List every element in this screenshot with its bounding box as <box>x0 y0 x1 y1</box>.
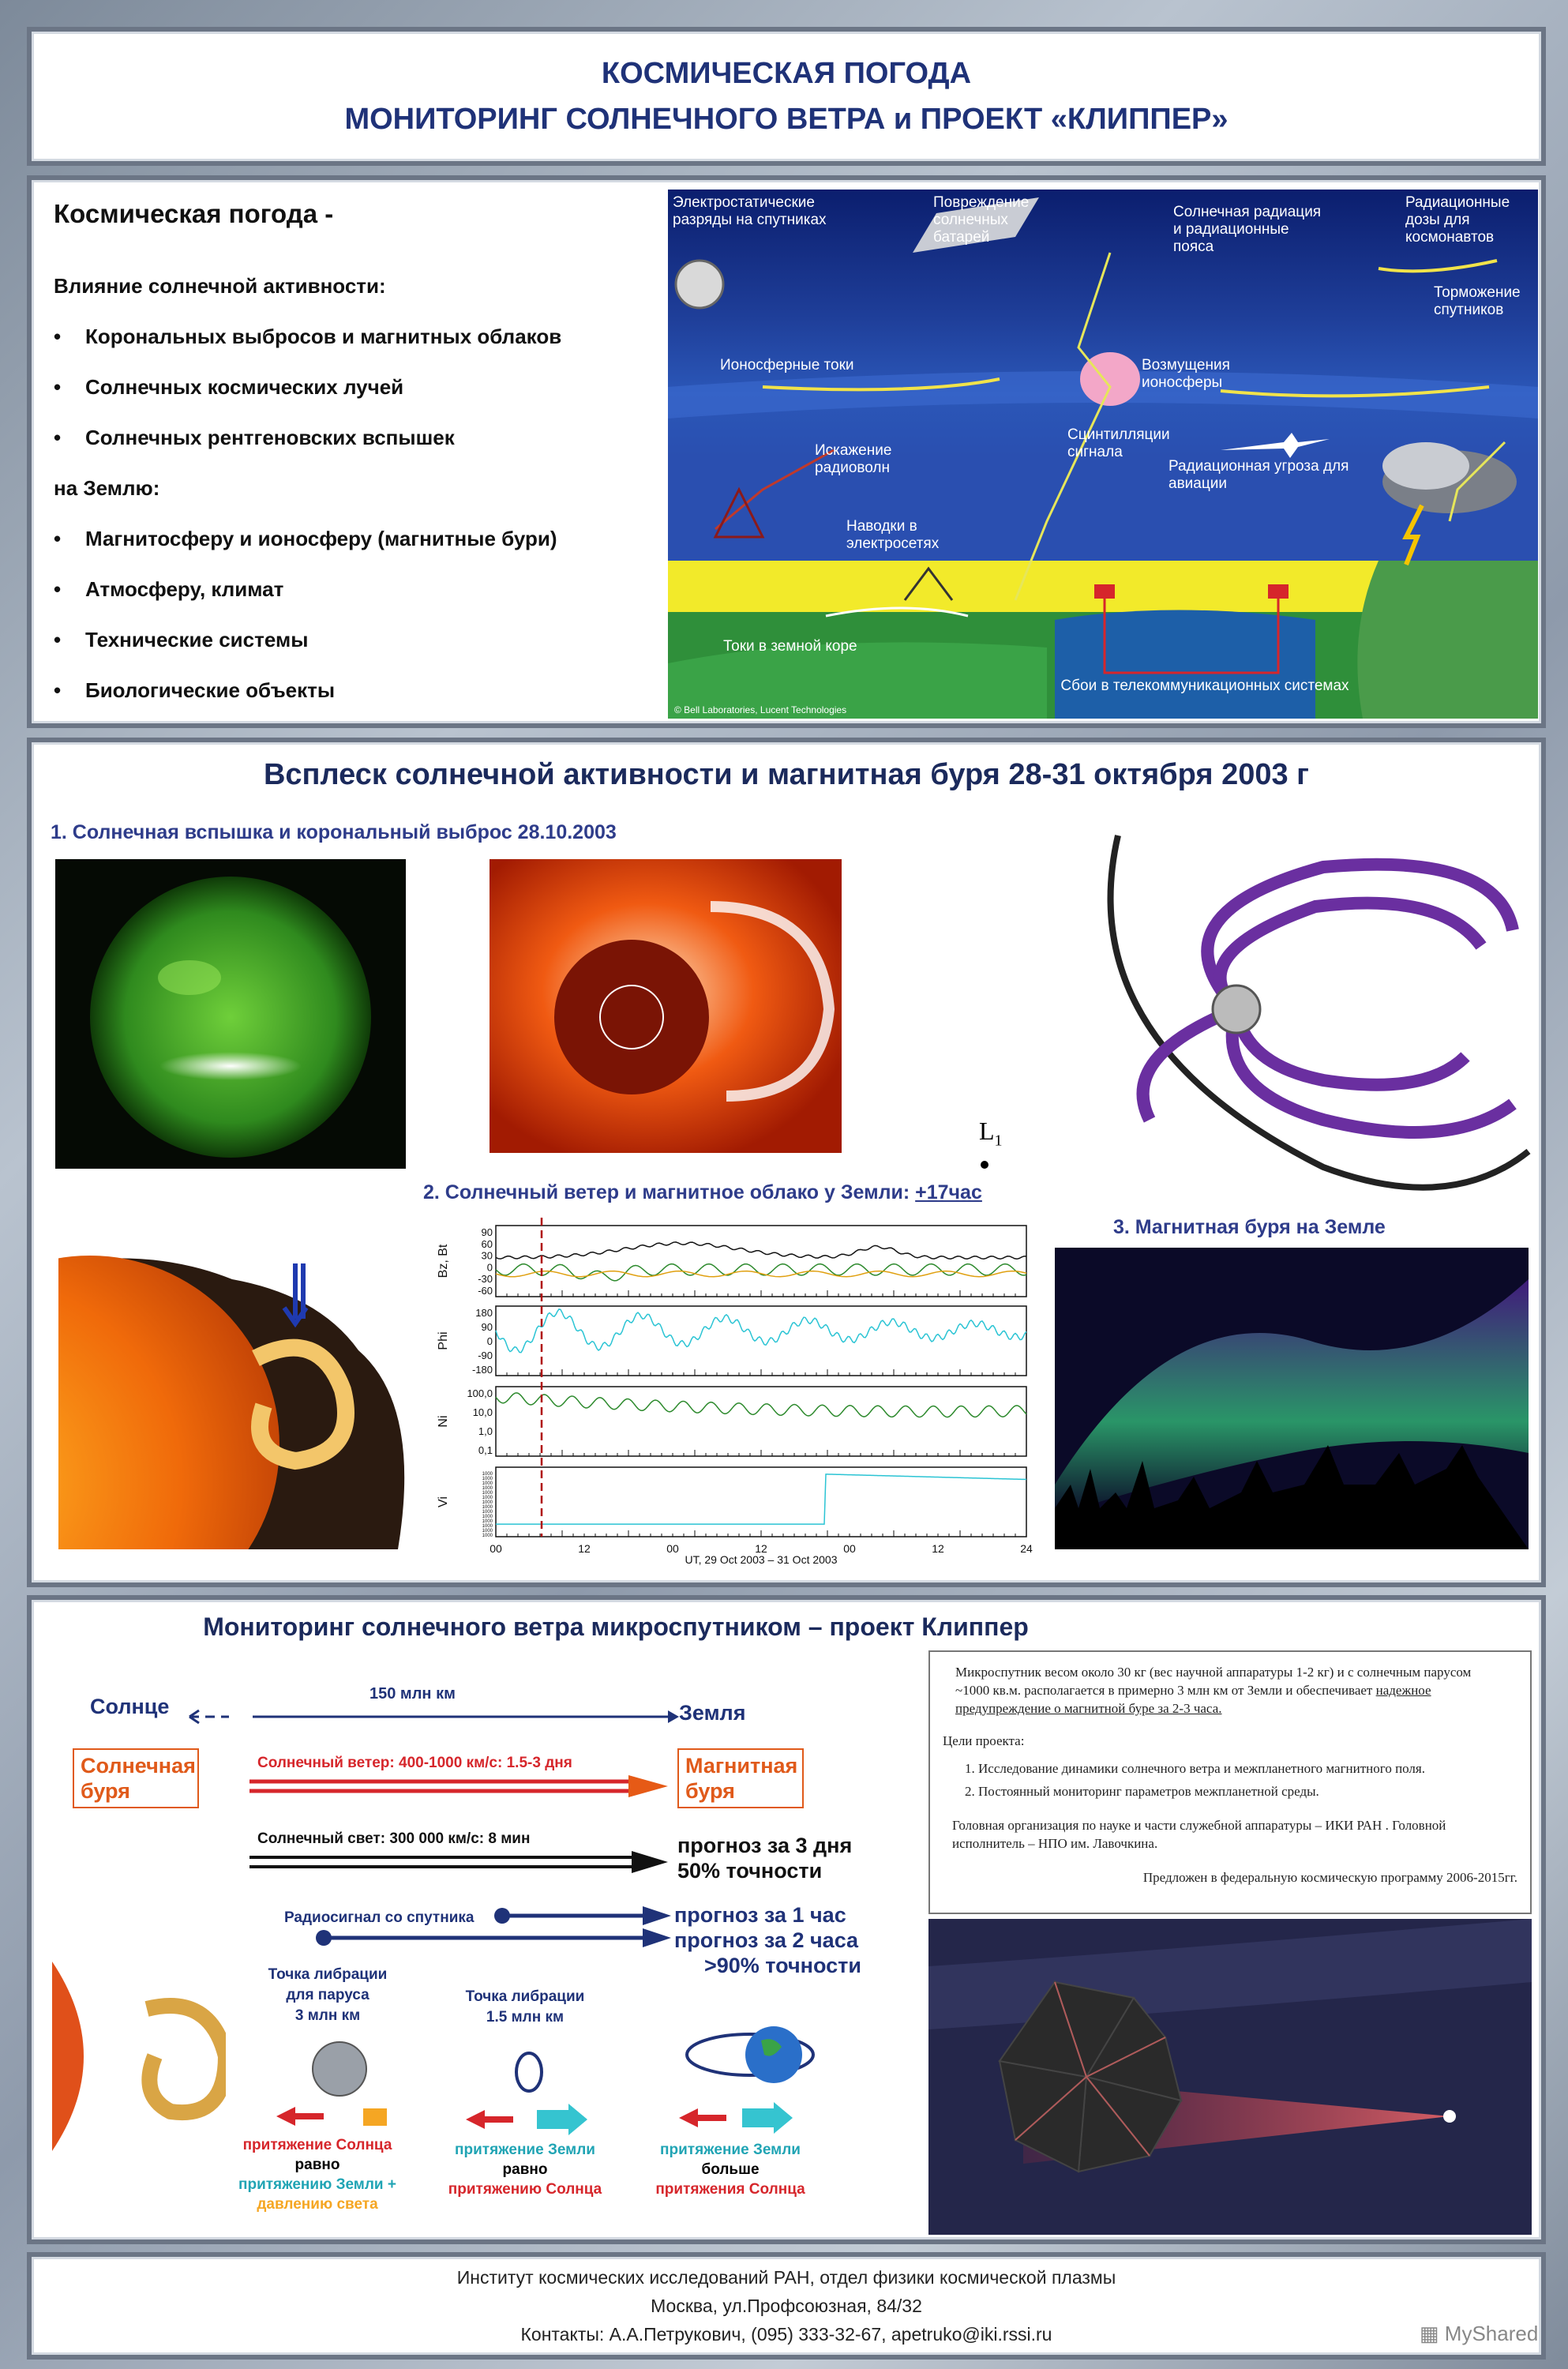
definition-title: Космическая погода - <box>54 199 334 228</box>
lib2-line: 1.5 млн км <box>486 2009 565 2025</box>
goal-item: 1. Исследование динамики солнечного ветра и межпланетного магнитного поля. <box>965 1761 1425 1776</box>
plot-y-tick: 0 <box>486 1261 493 1274</box>
force-line: притяжению Солнца <box>448 2181 602 2198</box>
monitoring-panel <box>27 1595 1546 2244</box>
diagram-label: Повреждение солнечных батарей <box>933 194 1030 246</box>
storm-panel <box>27 738 1546 1587</box>
forces-sail <box>207 2135 428 2214</box>
plot-panel-frame <box>496 1306 1026 1376</box>
plot-y-tick: 60 <box>481 1237 493 1250</box>
forces-earth <box>632 2140 829 2199</box>
plot-y-tick-vi: 1000 <box>482 1519 493 1524</box>
magnetic-storm-box: Магнитная буря <box>677 1748 804 1808</box>
plot-y-tick: 180 <box>475 1307 493 1319</box>
plot-x-label: UT, 29 Oct 2003 – 31 Oct 2003 <box>685 1553 838 1565</box>
project-desc-warning: надежное предупреждение о магнитной буре за 2-3 часа. <box>955 1683 1431 1716</box>
l1-label <box>979 1117 1003 1150</box>
monitoring-title: Мониторинг солнечного ветра микроспутником – проект Клиппер <box>203 1612 1029 1641</box>
plot-y-tick-vi: 1000 <box>482 1472 493 1477</box>
sail-satellite-icon <box>268 2037 403 2132</box>
footer-panel <box>27 2252 1546 2360</box>
l1-subscript: 1 <box>994 1132 1003 1150</box>
force-line: притяжению Земли + <box>238 2176 396 2193</box>
plot-y-tick-vi: 1000 <box>482 1477 493 1481</box>
flare-subtitle: 1. Солнечная вспышка и корональный выброс 28.10.2003 <box>51 821 617 843</box>
plot-y-tick: -60 <box>478 1285 493 1297</box>
source-item: • Корональных выбросов и магнитных облаков <box>54 311 670 362</box>
wind-subtitle-text: 2. Солнечный ветер и магнитное облако у Земли: <box>423 1181 910 1203</box>
plot-y-tick: 100,0 <box>467 1387 493 1399</box>
distance-arrow <box>182 1707 687 1726</box>
definition-intro: Влияние солнечной активности: <box>54 273 386 298</box>
l1-letter: L <box>979 1117 995 1145</box>
cme-sun-image <box>58 1248 422 1549</box>
plot-x-tick: 12 <box>755 1542 767 1555</box>
goals-title: Цели проекта: <box>943 1733 1025 1748</box>
effect-item: • Биологические объекты <box>54 665 670 715</box>
force-line: притяжение Земли <box>455 2142 595 2158</box>
proposed-note: Предложен в федеральную космическую программу 2006-2015гг. <box>1142 1870 1517 1885</box>
sun-flare-image <box>55 859 406 1169</box>
lib2-line: Точка либрации <box>465 1988 585 2005</box>
light-arrow <box>249 1851 676 1875</box>
project-info-box <box>928 1650 1532 1914</box>
plot-y-tick-vi: 1000 <box>482 1515 493 1519</box>
diagram-label: Сбои в телекоммуникационных системах <box>1060 678 1349 694</box>
forecast-1hour: прогноз за 1 час <box>674 1903 846 1927</box>
force-line: равно <box>294 2157 340 2173</box>
plot-y-tick: -30 <box>478 1273 493 1286</box>
aurora-image <box>1055 1248 1529 1549</box>
plot-panel-label: Phi <box>437 1331 450 1350</box>
effect-item: • Атмосферу, климат <box>54 564 670 614</box>
definition-text <box>54 199 670 715</box>
diagram-credit: © Bell Laboratories, Lucent Technologies <box>674 704 847 715</box>
diagram-label: Солнечная радиация и радиационные пояса <box>1173 204 1322 255</box>
plot-y-tick-vi: 1000 <box>482 1496 493 1500</box>
title-line-2: МОНИТОРИНГ СОЛНЕЧНОГО ВЕТРА и ПРОЕКТ «КЛИППЕР» <box>344 103 1229 136</box>
solar-sail-image <box>928 1919 1532 2235</box>
project-desc-text: Микроспутник весом около 30 кг (вес научной аппаратуры 1-2 кг) и с солнечным парусом ~1000 кв.м. располагается в примерно 3 млн км от Земли и обеспечивает <box>955 1665 1472 1698</box>
plot-y-tick: 1,0 <box>478 1425 493 1437</box>
earth-label: Земля <box>679 1701 746 1725</box>
light-label: Солнечный свет: 300 000 км/с: 8 мин <box>257 1830 531 1847</box>
lib1-line: 3 млн км <box>294 2007 361 2024</box>
plot-y-tick-vi: 1000 <box>482 1510 493 1515</box>
plot-y-tick-vi: 1000 <box>482 1491 493 1496</box>
distance-label: 150 млн км <box>369 1685 456 1703</box>
diagram-label: Токи в земной коре <box>723 638 857 655</box>
plot-vi-trace <box>496 1474 1026 1524</box>
plot-y-tick: 0,1 <box>478 1444 493 1456</box>
plot-y-tick-vi: 1000 <box>482 1505 493 1510</box>
force-line: больше <box>701 2161 760 2178</box>
plot-y-tick: 90 <box>481 1321 493 1333</box>
forecast-3days-accuracy: 50% точности <box>677 1859 823 1883</box>
plot-y-tick-vi: 1000 <box>482 1500 493 1505</box>
diagram-label: Сцинтилляции сигнала <box>1067 426 1170 460</box>
plot-y-tick: -180 <box>471 1364 493 1376</box>
plot-panel-frame <box>496 1226 1026 1297</box>
effect-item: • Технические системы <box>54 614 670 665</box>
plot-y-tick: 0 <box>486 1335 493 1347</box>
solar-wind-plot-svg <box>426 1218 1058 1565</box>
l1-point <box>981 1161 988 1169</box>
footer-address: Москва, ул.Профсоюзная, 84/32 <box>651 2296 922 2316</box>
sun-label: Солнце <box>90 1695 170 1718</box>
diagram-label: Наводки в электросетях <box>846 518 940 552</box>
plot-y-tick: 10,0 <box>472 1406 493 1418</box>
libration-l1-label <box>426 1987 624 2028</box>
diagram-label: Радиационные дозы для космонавтов <box>1405 194 1510 246</box>
plot-x-tick: 12 <box>578 1542 591 1555</box>
storm-title: Всплеск солнечной активности и магнитная буря 28-31 октября 2003 г <box>263 758 1309 791</box>
plot-panel-label: Vi <box>437 1496 450 1507</box>
solar-storm-box: Солнечная буря <box>73 1748 199 1808</box>
radio-label: Радиосигнал со спутника <box>284 1909 475 1926</box>
plot-y-tick-vi: 1000 <box>482 1534 493 1538</box>
diagram-label: Искажение радиоволн <box>815 442 892 476</box>
footer-contacts: Контакты: А.А.Петрукович, (095) 333-32-67, apetruko@iki.rssi.ru <box>520 2324 1052 2345</box>
storm-earth-subtitle: 3. Магнитная буря на Земле <box>1113 1216 1386 1238</box>
diagram-label: Электростатические разряды на спутниках <box>673 194 827 228</box>
l1-satellite-icon <box>458 2040 592 2135</box>
diagram-label: Возмущения ионосферы <box>1142 357 1230 391</box>
definition-target: на Землю: <box>54 475 160 500</box>
plot-panel-label: Bz, Bt <box>437 1244 450 1278</box>
radio-arrows <box>300 1903 679 1947</box>
coronagraph-image <box>490 859 842 1153</box>
wind-arrow <box>249 1775 676 1799</box>
plot-x-tick: 00 <box>843 1542 856 1555</box>
force-line: равно <box>502 2161 548 2178</box>
diagram-label: Радиационная угроза для авиации <box>1168 458 1349 492</box>
plot-y-tick: 90 <box>481 1226 493 1238</box>
source-item: • Солнечных рентгеновских вспышек <box>54 412 670 463</box>
watermark-text: MyShared <box>1444 2322 1539 2345</box>
force-line: давлению света <box>257 2196 378 2213</box>
plot-y-tick-vi: 1000 <box>482 1486 493 1491</box>
magnetosphere-image <box>1086 820 1544 1199</box>
forecast-accuracy: >90% точности <box>704 1954 861 1977</box>
space-weather-diagram <box>668 190 1538 719</box>
goal-item: 2. Постоянный мониторинг параметров межпланетной среды. <box>965 1784 1319 1799</box>
plot-bz-trace <box>496 1264 1026 1281</box>
libration-sail-label <box>229 1965 426 2026</box>
plot-x-tick: 00 <box>666 1542 679 1555</box>
plot-x-tick: 12 <box>932 1542 944 1555</box>
plot-y-tick-vi: 1000 <box>482 1481 493 1486</box>
wind-label: Солнечный ветер: 400-1000 км/с: 1.5-3 дня <box>257 1755 572 1771</box>
project-description <box>943 1663 1517 1718</box>
sun-cme-icon <box>52 1962 226 2151</box>
lib1-line: для паруса <box>286 1987 369 2003</box>
title-panel <box>27 27 1546 166</box>
plot-y-tick: -90 <box>478 1350 493 1361</box>
lib1-line: Точка либрации <box>268 1966 388 1983</box>
plot-y-tick: 30 <box>481 1249 493 1262</box>
plot-x-tick: 00 <box>490 1542 502 1555</box>
source-item: • Солнечных космических лучей <box>54 362 670 412</box>
wind-subtitle <box>423 1181 982 1204</box>
diagram-label: Торможение спутников <box>1434 284 1521 318</box>
plot-bt-trace <box>496 1242 1026 1259</box>
footer-institute: Институт космических исследований РАН, отдел физики космической плазмы <box>456 2267 1116 2288</box>
plot-y-tick-vi: 1000 <box>482 1524 493 1529</box>
forecast-3days: прогноз за 3 дня <box>677 1834 853 1857</box>
solar-wind-plot <box>426 1218 1058 1565</box>
forces-l1 <box>426 2140 624 2199</box>
force-line: притяжение Земли <box>660 2142 801 2158</box>
plot-bz-trace-2 <box>496 1271 1026 1277</box>
forecast-2hours: прогноз за 2 часа <box>674 1928 859 1952</box>
force-line: притяжения Солнца <box>655 2181 805 2198</box>
plot-panel-label: Ni <box>437 1415 450 1428</box>
plot-phi-trace <box>496 1309 1026 1353</box>
organization: Головная организация по науке и части служебной аппаратуры – ИКИ РАН . Головной исполнитель – НПО им. Лавочкина. <box>952 1818 1446 1851</box>
diagram-label: Ионосферные токи <box>720 357 854 374</box>
definition-panel <box>27 175 1546 728</box>
watermark <box>1420 2322 1538 2346</box>
plot-ni-trace <box>496 1393 1026 1417</box>
force-line: притяжение Солнца <box>242 2137 392 2153</box>
title-line-1: КОСМИЧЕСКАЯ ПОГОДА <box>601 57 972 90</box>
earth-icon <box>663 2020 821 2138</box>
delay-value: +17час <box>915 1181 982 1203</box>
watermark-icon: ▦ <box>1420 2322 1445 2345</box>
plot-x-tick: 24 <box>1020 1542 1033 1555</box>
effect-item: • Магнитосферу и ионосферу (магнитные бури) <box>54 513 670 564</box>
plot-y-tick-vi: 1000 <box>482 1529 493 1534</box>
